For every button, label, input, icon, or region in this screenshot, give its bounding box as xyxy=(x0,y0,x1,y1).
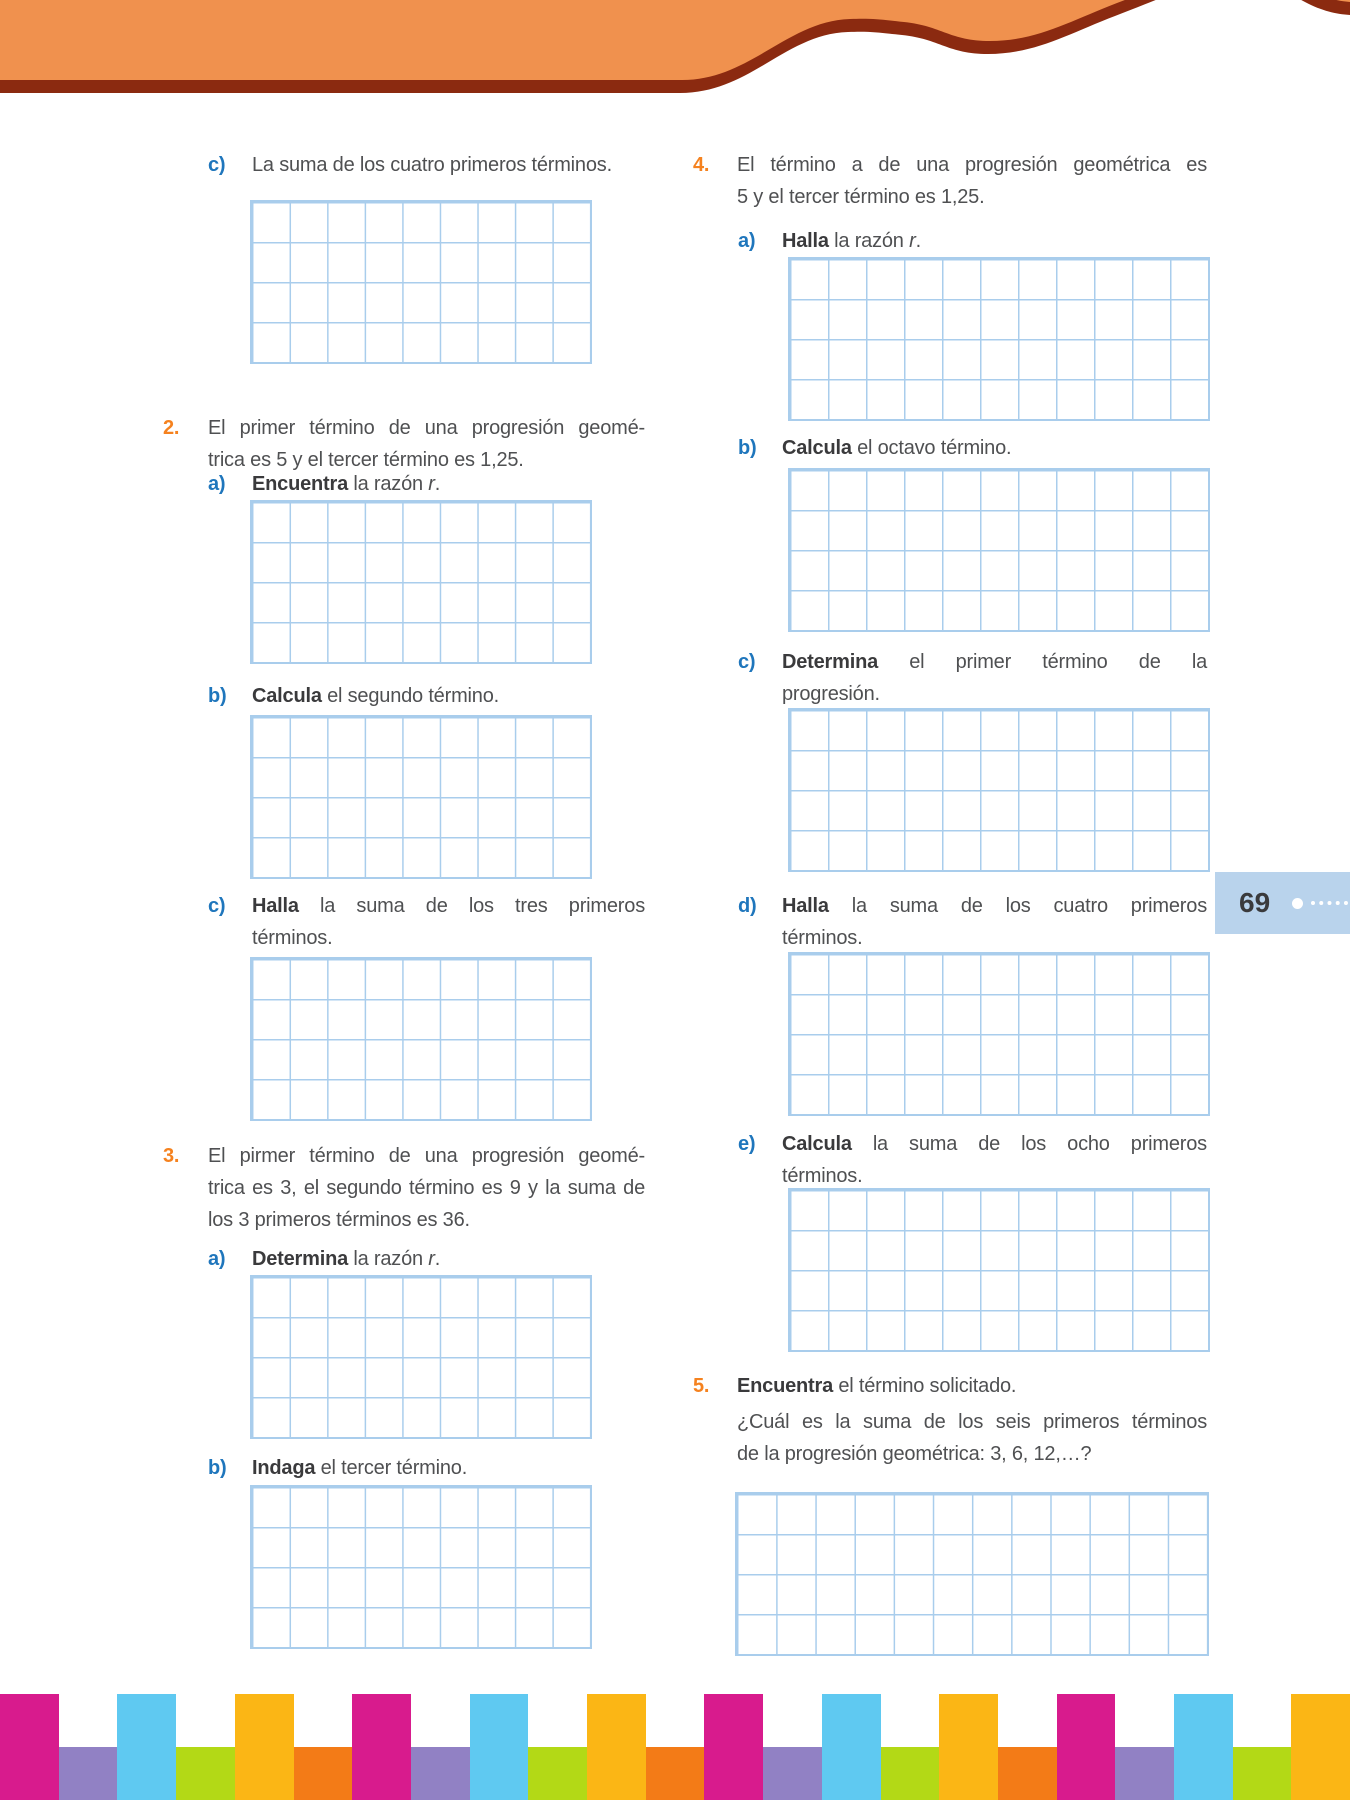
item-verb: Calcula xyxy=(782,1133,852,1155)
footer-stripe xyxy=(294,1747,353,1800)
item-letter: e) xyxy=(738,1133,756,1155)
item-letter: c) xyxy=(738,651,756,673)
math-var: r xyxy=(428,473,435,495)
question-text-line: los 3 primeros términos es 36. xyxy=(208,1209,470,1231)
item-2c xyxy=(208,890,645,954)
footer-stripe xyxy=(1174,1694,1233,1800)
item-2b xyxy=(208,680,645,712)
item-4c xyxy=(738,646,1207,710)
math-var: r xyxy=(428,1248,435,1270)
answer-grid xyxy=(250,1275,592,1439)
item-letter: a) xyxy=(208,473,226,495)
item-text: Calcula el octavo término. xyxy=(782,437,1012,459)
footer-stripe xyxy=(646,1747,705,1800)
item-text: Indaga el tercer término. xyxy=(252,1457,468,1479)
item-verb: Halla xyxy=(782,895,829,917)
item-text: Encuentra la razón r. xyxy=(252,473,441,495)
item-letter: a) xyxy=(738,230,756,252)
question-text-line: trica es 3, el segundo término es 9 y la suma de xyxy=(208,1177,645,1199)
footer-stripe xyxy=(1233,1747,1292,1800)
question-text-line: ¿Cuál es la suma de los seis primeros términos xyxy=(737,1411,1207,1433)
footer-stripe xyxy=(1115,1747,1174,1800)
item-letter: d) xyxy=(738,895,757,917)
item-text: Determina la razón r. xyxy=(252,1248,441,1270)
answer-grid xyxy=(250,1485,592,1649)
question-2 xyxy=(163,412,645,476)
item-letter: b) xyxy=(208,1457,227,1479)
item-text: términos. xyxy=(782,927,863,949)
footer-stripe xyxy=(117,1694,176,1800)
item-letter: b) xyxy=(208,685,227,707)
bullet-dot-icon xyxy=(1292,898,1303,909)
math-var: r xyxy=(909,230,916,252)
item-3b xyxy=(208,1452,645,1484)
answer-grid xyxy=(250,957,592,1121)
item-verb: Determina xyxy=(782,651,879,673)
footer-stripe xyxy=(998,1747,1057,1800)
header-wave-orange xyxy=(0,0,1350,80)
answer-grid xyxy=(735,1492,1209,1656)
question-text-line: de la progresión geométrica: 3, 6, 12,…? xyxy=(737,1443,1092,1465)
answer-grid xyxy=(788,257,1210,421)
item-text: La suma de los cuatro primeros términos. xyxy=(252,154,612,176)
footer-stripe xyxy=(881,1747,940,1800)
question-3 xyxy=(163,1140,645,1236)
footer-stripe xyxy=(235,1694,294,1800)
question-text-line: Encuentra el término solicitado. xyxy=(737,1375,1017,1397)
answer-grid xyxy=(250,500,592,664)
item-verb: Calcula xyxy=(782,437,852,459)
item-verb: Calcula xyxy=(252,685,322,707)
item-1c xyxy=(208,149,645,181)
question-text-line: El término a de una progresión geométrica es xyxy=(737,154,1207,176)
question-text-line: El primer término de una progresión geomé- xyxy=(208,417,645,439)
item-text: Halla la razón r. xyxy=(782,230,921,252)
footer-stripe xyxy=(411,1747,470,1800)
item-4b xyxy=(738,432,1207,464)
item-letter: a) xyxy=(208,1248,226,1270)
answer-grid xyxy=(788,468,1210,632)
question-5 xyxy=(693,1370,1207,1402)
item-4d xyxy=(738,890,1207,954)
question-4 xyxy=(693,149,1207,213)
item-verb: Halla xyxy=(252,895,299,917)
item-letter: c) xyxy=(208,154,226,176)
answer-grid xyxy=(788,1188,1210,1352)
item-4e xyxy=(738,1128,1207,1192)
item-4a xyxy=(738,225,1207,257)
footer-stripe xyxy=(587,1694,646,1800)
item-verb: Halla xyxy=(782,230,829,252)
item-letter: b) xyxy=(738,437,757,459)
item-verb: Determina xyxy=(252,1248,349,1270)
footer-stripe xyxy=(763,1747,822,1800)
item-text: términos. xyxy=(252,927,333,949)
item-3a xyxy=(208,1243,645,1275)
footer-stripe xyxy=(59,1747,118,1800)
question-text-line: trica es 5 y el tercer término es 1,25. xyxy=(208,449,524,471)
question-text-line: El pirmer término de una progresión geomé- xyxy=(208,1145,645,1167)
question-5-paragraph xyxy=(737,1406,1207,1470)
answer-grid xyxy=(788,708,1210,872)
item-text: Halla la suma de los cuatro primeros xyxy=(782,895,1207,917)
question-text-line: 5 y el tercer término es 1,25. xyxy=(737,186,985,208)
answer-grid xyxy=(250,715,592,879)
question-number: 2. xyxy=(163,417,180,439)
footer-stripe xyxy=(1057,1694,1116,1800)
question-number: 5. xyxy=(693,1375,710,1397)
item-text: progresión. xyxy=(782,683,880,705)
answer-grid xyxy=(788,952,1210,1116)
item-text: Calcula el segundo término. xyxy=(252,685,499,707)
item-text: Determina el primer término de la xyxy=(782,651,1207,673)
footer-stripe xyxy=(704,1694,763,1800)
item-letter: c) xyxy=(208,895,226,917)
footer-stripe xyxy=(176,1747,235,1800)
item-verb: Encuentra xyxy=(252,473,349,495)
item-text: Calcula la suma de los ocho primeros xyxy=(782,1133,1207,1155)
footer-stripe xyxy=(1291,1694,1350,1800)
item-text: Halla la suma de los tres primeros xyxy=(252,895,645,917)
footer-stripe xyxy=(352,1694,411,1800)
header-wave xyxy=(0,0,1350,130)
page-number: 69 xyxy=(1239,887,1271,918)
item-text: términos. xyxy=(782,1165,863,1187)
item-verb: Indaga xyxy=(252,1457,316,1479)
footer-stripes xyxy=(0,1694,1350,1800)
page-number-tab xyxy=(1215,872,1350,934)
item-verb: Encuentra xyxy=(737,1375,834,1397)
footer-stripe xyxy=(470,1694,529,1800)
footer-stripe xyxy=(528,1747,587,1800)
footer-stripe xyxy=(822,1694,881,1800)
footer-stripe xyxy=(939,1694,998,1800)
question-number: 3. xyxy=(163,1145,180,1167)
answer-grid xyxy=(250,200,592,364)
dotted-line-icon xyxy=(1311,901,1348,905)
item-2a xyxy=(208,468,645,500)
footer-stripe xyxy=(0,1694,59,1800)
question-number: 4. xyxy=(693,154,710,176)
